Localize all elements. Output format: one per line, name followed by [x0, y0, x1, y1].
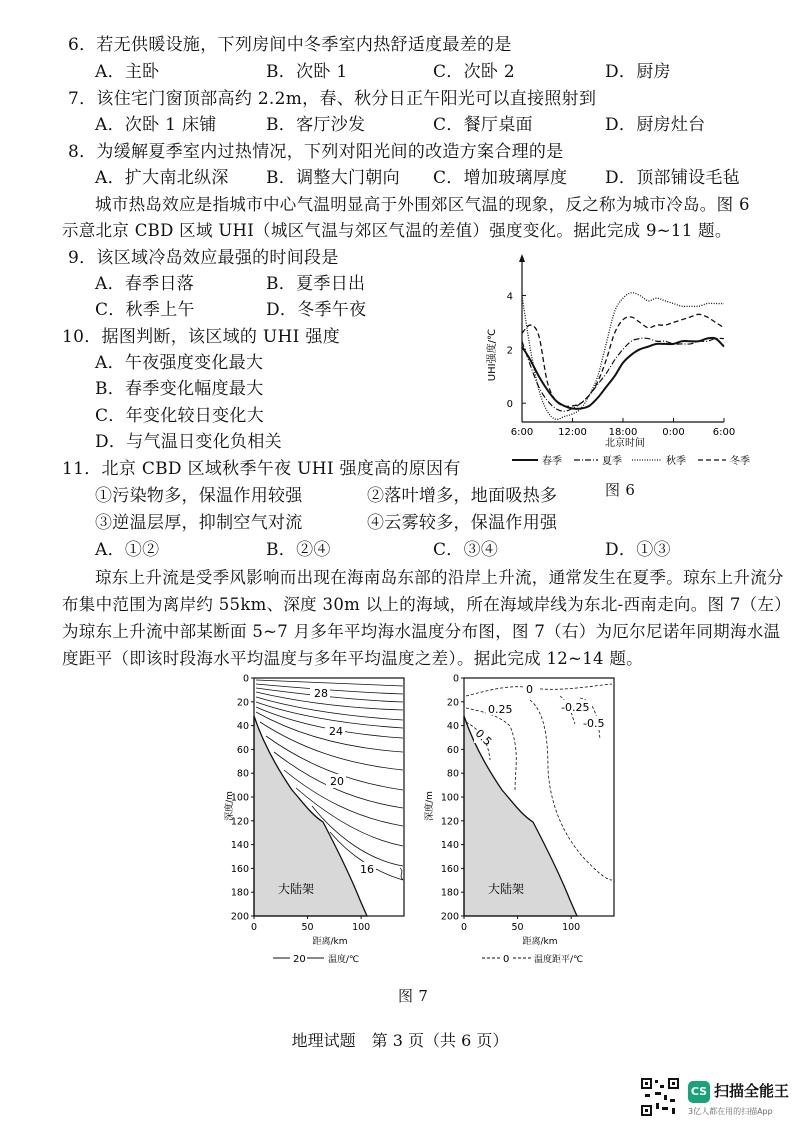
q9-stem: 9．该区域冷岛效应最强的时间段是: [68, 248, 339, 268]
q7-stem: 7．该住宅门窗顶部高约 2.2m，春、秋分日正午阳光可以直接照射到: [68, 89, 597, 109]
q9-option-c: C．秋季上午: [95, 300, 195, 320]
figure6-legend: [512, 454, 750, 467]
f7r-x-tick-label: 100: [562, 922, 581, 933]
q10-option-d: D．与气温日变化负相关: [95, 432, 282, 452]
f7l-y-axis-label: 深度/m: [225, 791, 235, 821]
f7l-y-tick-label: 140: [230, 840, 249, 852]
f7r-y-tick-label: 200: [440, 911, 459, 923]
f7r-x-tick-label: 50: [511, 922, 524, 933]
f7l-legend-value: 20: [293, 954, 306, 965]
f7r-legend-value: 0: [503, 954, 510, 965]
f7r-label-0.5: 0.5: [472, 726, 495, 749]
page-footer: 地理试题 第 3 页（共 6 页）: [291, 1031, 509, 1050]
f7r-y-tick-label: 180: [440, 887, 459, 899]
f7r-x-axis-label: 距离/km: [522, 937, 558, 947]
f7l-y-tick-label: 180: [230, 887, 249, 899]
f7r-y-tick-label: 0: [452, 673, 459, 685]
f7r-y-tick-label: 140: [440, 840, 459, 852]
f7r-x-tick-label: 0: [460, 922, 468, 933]
f7r-legend-text: 温度距平/℃: [534, 955, 584, 965]
q11-option-d: D．①③: [605, 540, 671, 560]
f7l-x-tick-label: 0: [250, 922, 258, 933]
q10-option-c: C．年变化较日变化大: [95, 406, 265, 426]
f7l-y-tick-label: 200: [230, 911, 249, 923]
f7r-label-neg0.5: -0.5: [583, 717, 605, 730]
figure7-right-anomaly-section: [422, 672, 622, 967]
f7r-y-tick-label: 120: [440, 816, 459, 828]
f7r-y-tick-label: 160: [440, 863, 459, 875]
figure6-y-tick-label: 4: [506, 291, 513, 303]
figure6-x-tick-label: 0:00: [662, 427, 685, 438]
figure6-y-arrow-icon: [519, 254, 525, 262]
f7l-y-tick-label: 20: [236, 697, 249, 709]
f7l-y-tick-label: 0: [242, 673, 249, 685]
q8-option-c: C．增加玻璃厚度: [433, 168, 568, 188]
q7-option-b: B．客厅沙发: [266, 115, 366, 135]
figure6-y-axis-label: UHI强度/℃: [487, 328, 498, 382]
figure6-y-tick-label: 2: [506, 345, 513, 357]
f7r-label-0: 0: [526, 683, 533, 696]
figure6-x-tick-label: 18:00: [608, 427, 638, 438]
camscanner-subtitle: 3亿人都在用的扫描App: [688, 1107, 773, 1116]
legend-spring: 春季: [542, 456, 562, 467]
q10-option-b: B．春季变化幅度最大: [95, 379, 264, 399]
q9-option-d: D．冬季午夜: [266, 300, 367, 320]
q10-option-a: A．午夜强度变化最大: [95, 353, 264, 373]
f7l-y-tick-label: 100: [230, 792, 249, 804]
legend-autumn: 秋季: [666, 456, 686, 467]
f7l-y-tick-label: 160: [230, 863, 249, 875]
figure6-series-line-冬季: [522, 314, 724, 406]
figure6-x-tick-label: 6:00: [712, 427, 736, 438]
q11-statement-4: ④云雾较多，保温作用强: [367, 513, 558, 533]
f7l-x-axis-label: 距离/km: [312, 937, 348, 947]
camscanner-logo-icon: CS: [688, 1081, 710, 1103]
figure6-series: [522, 293, 724, 420]
q11-option-a: A．①②: [95, 540, 160, 560]
q6-stem: 6．若无供暖设施，下列房间中冬季室内热舒适度最差的是: [68, 35, 512, 55]
f7l-y-ticks: [231, 674, 254, 923]
q11-stem: 11．北京 CBD 区域秋季午夜 UHI 强度高的原因有: [62, 459, 461, 479]
q11-statement-2: ②落叶增多，地面吸热多: [367, 486, 558, 506]
q8-option-b: B．调整大门朝向: [266, 168, 400, 188]
f7r-label-0.25: 0.25: [488, 703, 513, 716]
figure6-y-tick-label: 0: [506, 399, 513, 411]
qr-code-icon: [640, 1077, 680, 1117]
intro-upwelling-line2: 布集中范围为离岸约 55km、深度 30m 以上的海域，所在海域岸线为东北-西南走向。图 7（左）: [62, 595, 792, 614]
legend-summer: 夏季: [602, 456, 622, 467]
q11-statement-3: ③逆温层厚，抑制空气对流: [95, 513, 303, 533]
q11-option-b: B．②④: [266, 540, 331, 560]
f7l-isotherm-label-28: 28: [314, 687, 328, 700]
f7r-y-tick-label: 80: [446, 768, 459, 780]
q6-option-b: B．次卧 1: [266, 62, 348, 82]
q6-option-a: A．主卧: [95, 62, 160, 82]
intro-upwelling-line1: 琼东上升流是受季风影响而出现在海南岛东部的沿岸上升流，通常发生在夏季。琼东上升流分: [95, 568, 784, 587]
q7-option-d: D．厨房灶台: [605, 115, 706, 135]
q7-option-c: C．餐厅桌面: [433, 115, 533, 135]
f7l-isotherm-label-16: 16: [360, 863, 374, 876]
legend-winter: 冬季: [730, 456, 750, 467]
f7r-label-neg0.25: -0.25: [561, 701, 590, 714]
figure6-x-tick-label: 6:00: [510, 427, 534, 438]
f7l-y-tick-label: 80: [236, 768, 249, 780]
f7l-legend-text: 温度/℃: [328, 955, 360, 965]
figure6-x-tick-label: 12:00: [558, 427, 587, 438]
q9-option-a: A．春季日落: [95, 274, 195, 294]
figure6-series-line-秋季: [522, 293, 724, 420]
figure6-caption: 图 6: [605, 481, 636, 499]
q7-option-a: A．次卧 1 床铺: [95, 115, 217, 135]
f7r-y-tick-label: 60: [446, 744, 459, 756]
f7r-legend: [482, 953, 583, 965]
f7r-shelf-label: 大陆架: [488, 882, 525, 896]
f7r-y-axis-label: 深度/m: [425, 791, 435, 821]
camscanner-title: 扫描全能王: [714, 1082, 790, 1100]
figure7-caption: 图 7: [398, 987, 429, 1005]
f7l-y-tick-label: 40: [236, 721, 249, 733]
intro-uhi-line2: 示意北京 CBD 区域 UHI（城区气温与郊区气温的差值）强度变化。据此完成 9~11 题。: [62, 221, 732, 240]
f7l-y-tick-label: 120: [230, 816, 249, 828]
intro-upwelling-line3: 为琼东上升流中部某断面 5~7 月多年平均海水温度分布图，图 7（右）为厄尔尼诺年同期海水温: [62, 622, 781, 641]
q8-option-d: D．顶部铺设毛毡: [605, 168, 741, 188]
f7r-y-tick-label: 40: [446, 721, 459, 733]
f7l-isotherm-label-24: 24: [329, 725, 343, 738]
figure6-x-axis-label: 北京时间: [605, 438, 645, 449]
q11-option-c: C．③④: [433, 540, 499, 560]
f7l-x-tick-label: 50: [301, 922, 314, 933]
figure6-uhi-chart: [484, 250, 764, 475]
f7l-isotherm-label-20: 20: [330, 775, 344, 788]
q8-stem: 8．为缓解夏季室内过热情况，下列对阳光间的改造方案合理的是: [68, 142, 564, 162]
q6-option-c: C．次卧 2: [433, 62, 516, 82]
intro-upwelling-line4: 度距平（即该时段海水平均温度与多年平均温度之差）。据此完成 12~14 题。: [62, 649, 643, 668]
figure7-left-temperature-section: [212, 672, 412, 967]
q11-statement-1: ①污染物多，保温作用较强: [95, 486, 303, 506]
f7l-y-tick-label: 60: [236, 744, 249, 756]
f7l-shelf-label: 大陆架: [278, 882, 315, 896]
f7r-y-tick-label: 20: [446, 697, 459, 709]
f7l-x-tick-label: 100: [352, 922, 371, 933]
q8-option-a: A．扩大南北纵深: [95, 168, 229, 188]
q9-option-b: B．夏季日出: [266, 274, 366, 294]
q6-option-d: D．厨房: [605, 62, 671, 82]
f7l-legend: [273, 953, 359, 965]
f7l-x-ticks: [251, 916, 370, 933]
figure6-series-line-夏季: [522, 338, 724, 411]
f7r-x-ticks: [461, 916, 580, 933]
f7r-y-tick-label: 100: [440, 792, 459, 804]
intro-uhi-line1: 城市热岛效应是指城市中心气温明显高于外围郊区气温的现象，反之称为城市冷岛。图 6: [95, 195, 750, 214]
q10-stem: 10．据图判断，该区域的 UHI 强度: [62, 327, 341, 347]
f7r-y-ticks: [441, 674, 464, 923]
